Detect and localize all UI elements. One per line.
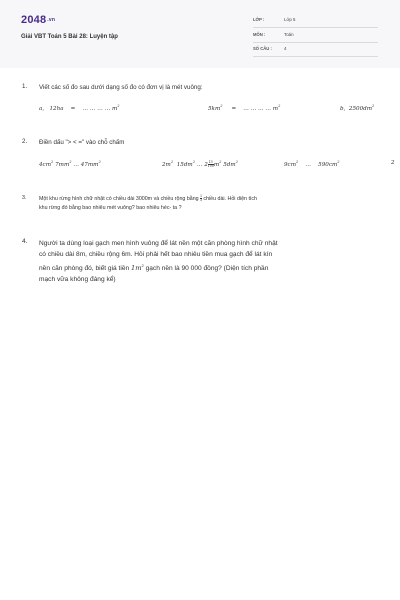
- fraction: [200, 195, 202, 202]
- question-text: [39, 238, 278, 285]
- q1-item-a2: [208, 104, 280, 112]
- item-left: 9cm: [284, 161, 296, 168]
- meta-value: Lớp 5: [284, 17, 296, 22]
- meta-label: SỐ CÂU :: [253, 46, 272, 51]
- unit: m: [272, 105, 279, 112]
- meta-value: 4: [284, 46, 287, 51]
- exponent: 2: [51, 160, 54, 164]
- equals-sign: =: [231, 105, 237, 112]
- exponent: 2: [296, 160, 299, 164]
- compare-blank[interactable]: …: [196, 161, 203, 168]
- meta-label: MÔN :: [253, 32, 266, 37]
- page-title: Giải VBT Toán 5 Bài 28: Luyện tập: [21, 34, 118, 40]
- item-unit: m: [213, 161, 220, 168]
- item-label: b,: [340, 105, 346, 112]
- item-value: 2500dm: [348, 105, 373, 112]
- area-value: 1m: [131, 264, 142, 273]
- unit: m: [111, 105, 118, 112]
- equals-sign: =: [70, 105, 76, 112]
- item-trailing: 2: [391, 160, 395, 166]
- item-value: 5km: [208, 105, 221, 112]
- q2-item-2: [162, 160, 238, 168]
- exponent: 2: [337, 160, 340, 164]
- question-number: 4.: [22, 238, 28, 245]
- item-right: 590cm: [318, 161, 338, 168]
- item-left2: 7mm: [55, 161, 70, 168]
- question-text: Viết các số đo sau dưới dạng số đo có đơn vị là mét vuông:: [39, 84, 203, 91]
- item-left: 4cm: [39, 161, 51, 168]
- q2-item-1: [39, 160, 101, 168]
- q1-item-a: [39, 104, 120, 112]
- q1-item-b: [340, 104, 374, 112]
- unit-exponent: 2: [117, 104, 120, 108]
- exponent: 2: [219, 160, 222, 164]
- question-line: gạch nền là 90 000 đồng? (Diện tích phần: [145, 265, 269, 273]
- logo-text: 2048: [21, 14, 47, 26]
- logo-suffix: .vn: [47, 17, 56, 24]
- question-number: 1.: [22, 83, 28, 90]
- unit-exponent: 2: [278, 104, 281, 108]
- question-text: [39, 195, 257, 213]
- q2-item-4: [391, 160, 395, 166]
- answer-blank[interactable]: … … … …: [243, 105, 271, 112]
- exponent: 2: [98, 160, 101, 164]
- fraction-numerator: 1: [200, 194, 202, 199]
- answer-blank[interactable]: … … … …: [82, 105, 111, 112]
- document-header: [0, 0, 400, 68]
- question-line: Một khu rừng hình chữ nhật có chiều dài 3000m và chiều rộng bằng: [39, 196, 199, 202]
- meta-row-subject: [253, 31, 378, 43]
- question-line: mạch vữa không đáng kể): [39, 276, 116, 284]
- meta-row-count: [253, 45, 378, 57]
- value-exponent: 2: [220, 104, 223, 108]
- item-right: 47mm: [80, 161, 99, 168]
- exponent: 2: [69, 160, 72, 164]
- q2-item-3: [284, 160, 340, 168]
- item-left: 2m: [162, 161, 171, 168]
- question-line: chiều dài. Hỏi diện tích: [203, 196, 257, 202]
- item-right2: 5dm: [223, 161, 236, 168]
- item-left2: 15dm: [176, 161, 193, 168]
- question-text: Điền dấu "> < =" vào chỗ chấm: [39, 139, 125, 146]
- exponent: 2: [235, 160, 238, 164]
- item-label: a,: [39, 105, 45, 112]
- question-line: nền căn phòng đó, biết giá tiền: [39, 265, 130, 273]
- item-value: 12ha: [49, 105, 64, 112]
- compare-blank[interactable]: …: [305, 161, 312, 168]
- question-number: 3.: [22, 195, 27, 201]
- mixed-whole: 2: [204, 161, 208, 168]
- fraction-numerator: 15: [208, 159, 213, 164]
- question-line: Người ta dùng loại gạch men hình vuông để lát nền một căn phòng hình chữ nhật: [39, 240, 278, 247]
- site-logo[interactable]: [21, 14, 55, 26]
- fraction-denominator: 100: [207, 163, 214, 168]
- exponent: 2: [192, 160, 196, 164]
- meta-label: LỚP :: [253, 17, 265, 22]
- question-line: khu rừng đó bằng bao nhiêu mét vuông? bao nhiêu héc- ta ?: [39, 205, 182, 211]
- value-exponent: 2: [372, 104, 375, 108]
- question-line: có chiều dài 8m, chiều rộng 6m. Hỏi phải hết bao nhiêu tiền mua gạch để lát kín: [39, 251, 273, 258]
- meta-value: Toán: [284, 32, 294, 37]
- exponent: 2: [141, 263, 144, 268]
- compare-blank[interactable]: …: [73, 161, 79, 168]
- question-number: 2.: [22, 138, 28, 145]
- meta-row-class: [253, 16, 378, 28]
- fraction-denominator: 3: [200, 198, 202, 203]
- exponent: 2: [170, 160, 174, 164]
